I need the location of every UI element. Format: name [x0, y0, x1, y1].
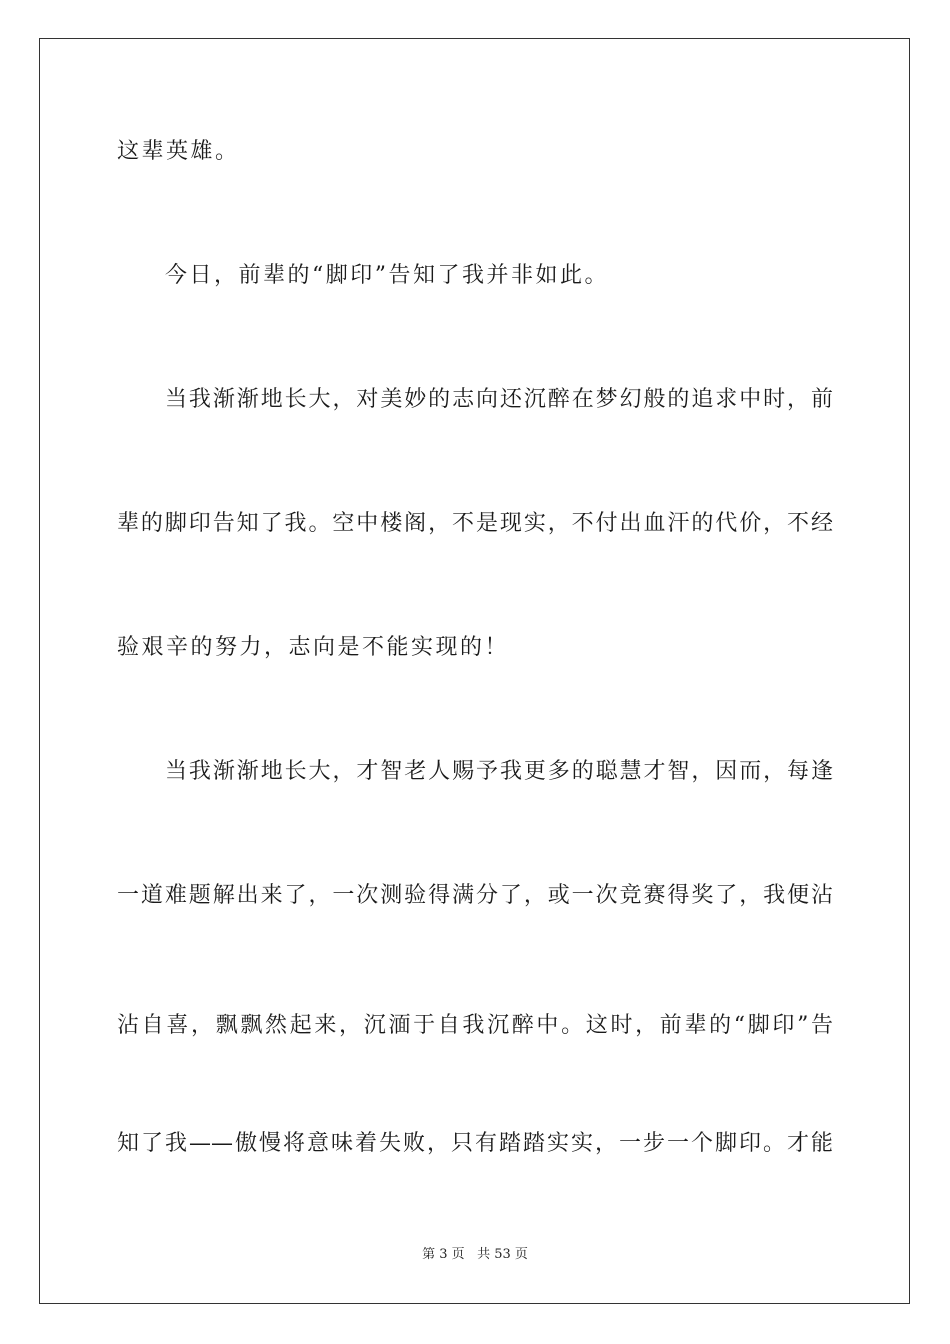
page-frame	[39, 38, 910, 1304]
text-line-3: 当我渐渐地长大，对美妙的志向还沉醉在梦幻般的追求中时，前	[165, 387, 833, 412]
text-line-1: 这辈英雄。	[117, 139, 240, 164]
page-footer	[0, 1246, 950, 1264]
text-line-4: 辈的脚印告知了我。空中楼阁，不是现实，不付出血汗的代价，不经	[117, 511, 833, 536]
text-line-8: 沾自喜，飘飘然起来，沉湎于自我沉醉中。这时，前辈的“脚印”告	[117, 1013, 833, 1038]
text-line-2: 今日，前辈的“脚印”告知了我并非如此。	[165, 263, 609, 288]
page-number: 第 3 页	[422, 1247, 465, 1262]
text-line-5: 验艰辛的努力，志向是不能实现的！	[117, 635, 510, 660]
page-total: 共 53 页	[477, 1247, 528, 1262]
text-line-6: 当我渐渐地长大，才智老人赐予我更多的聪慧才智，因而，每逢	[165, 759, 833, 784]
text-line-7: 一道难题解出来了，一次测验得满分了，或一次竞赛得奖了，我便沾	[117, 883, 833, 908]
text-line-9: 知了我——傲慢将意味着失败，只有踏踏实实，一步一个脚印。才能	[117, 1131, 833, 1156]
